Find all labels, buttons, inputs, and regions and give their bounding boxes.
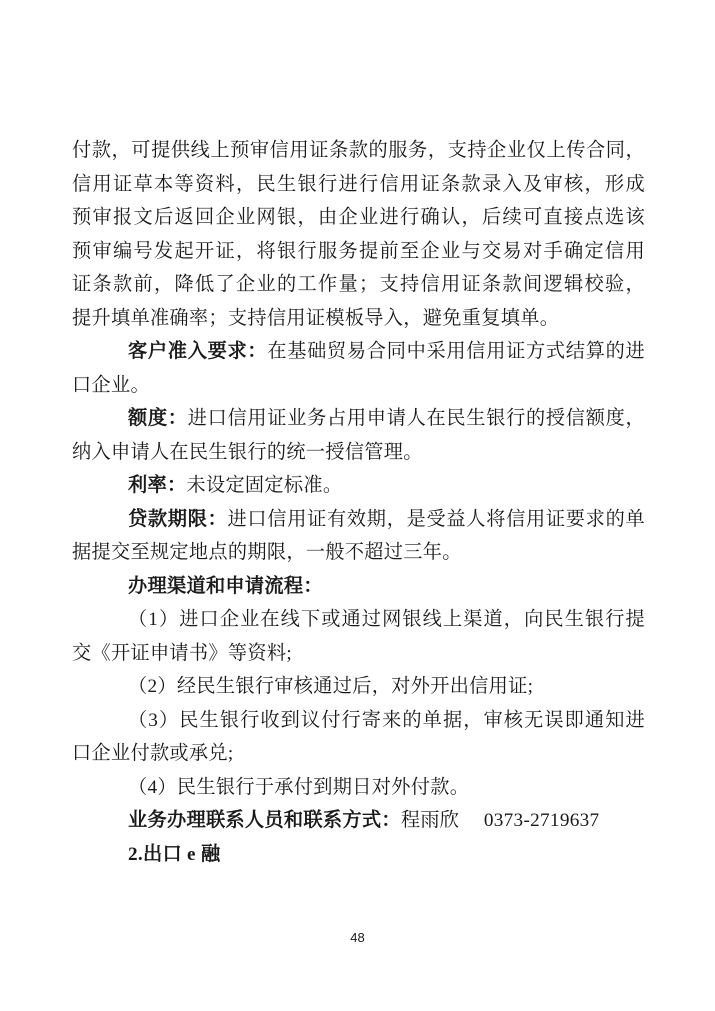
text-line bbox=[72, 536, 645, 570]
text-line bbox=[72, 369, 645, 403]
body-text: （1）进口企业在线下或通过网银线上渠道，向民生银行提 bbox=[128, 609, 645, 630]
text-line bbox=[72, 268, 645, 302]
text-line bbox=[72, 704, 645, 738]
text-line bbox=[72, 637, 645, 671]
text-line bbox=[72, 201, 645, 235]
text-line bbox=[72, 503, 645, 537]
body-text: 进口信用证业务占用申请人在民生银行的授信额度， bbox=[187, 408, 645, 429]
label-text: 办理渠道和申请流程： bbox=[128, 575, 323, 597]
text-line bbox=[72, 603, 645, 637]
body-text: （2）经民生银行审核通过后，对外开出信用证; bbox=[128, 676, 534, 697]
text-line bbox=[72, 804, 645, 838]
body-text: 纳入申请人在民生银行的统一授信管理。 bbox=[72, 441, 423, 463]
text-line bbox=[72, 302, 645, 336]
body-text: 口企业付款或承兑; bbox=[72, 743, 234, 764]
body-text: 未设定固定标准。 bbox=[186, 475, 343, 496]
label-text: 额度： bbox=[128, 408, 188, 429]
body-text: 提升填单准确率；支持信用证模板导入，避免重复填单。 bbox=[72, 307, 560, 329]
label-text: 2.出口 e 融 bbox=[128, 843, 221, 865]
body-text: 预审编号发起开证，将银行服务提前至企业与交易对手确定信用 bbox=[72, 240, 645, 262]
label-text: 客户准入要求： bbox=[128, 341, 268, 362]
body-text: 信用证草本等资料，民生银行进行信用证条款录入及审核，形成 bbox=[72, 173, 645, 195]
body-text: 程雨欣 0373-2719637 bbox=[400, 810, 600, 831]
label-text: 业务办理联系人员和联系方式： bbox=[128, 810, 401, 831]
text-line bbox=[72, 838, 645, 872]
label-text: 贷款期限： bbox=[128, 508, 228, 530]
text-line bbox=[72, 134, 645, 168]
body-text: （3）民生银行收到议付行寄来的单据，审核无误即通知进 bbox=[128, 709, 645, 731]
text-line bbox=[72, 737, 645, 771]
text-line bbox=[72, 402, 645, 436]
body-text: 在基础贸易合同中采用信用证方式结算的进 bbox=[267, 341, 645, 362]
text-line bbox=[72, 771, 645, 805]
body-text: 据提交至规定地点的期限，一般不超过三年。 bbox=[72, 542, 462, 563]
body-text: 进口信用证有效期，是受益人将信用证要求的单 bbox=[227, 508, 645, 530]
text-line bbox=[72, 570, 645, 604]
text-line bbox=[72, 168, 645, 202]
text-line bbox=[72, 670, 645, 704]
body-text: 口企业。 bbox=[72, 374, 150, 396]
text-line bbox=[72, 235, 645, 269]
body-text: 预审报文后返回企业网银，由企业进行确认，后续可直接点选该 bbox=[72, 207, 645, 228]
document-body bbox=[72, 134, 645, 871]
body-text: 付款，可提供线上预审信用证条款的服务，支持企业仅上传合同， bbox=[72, 140, 645, 161]
body-text: （4）民生银行于承付到期日对外付款。 bbox=[128, 776, 470, 798]
body-text: 交《开证申请书》等资料; bbox=[72, 642, 292, 664]
text-line bbox=[72, 335, 645, 369]
page-number: 48 bbox=[350, 930, 365, 945]
body-text: 证条款前，降低了企业的工作量；支持信用证条款间逻辑校验， bbox=[72, 274, 645, 295]
label-text: 利率： bbox=[128, 475, 187, 496]
text-line bbox=[72, 436, 645, 470]
text-line bbox=[72, 469, 645, 503]
